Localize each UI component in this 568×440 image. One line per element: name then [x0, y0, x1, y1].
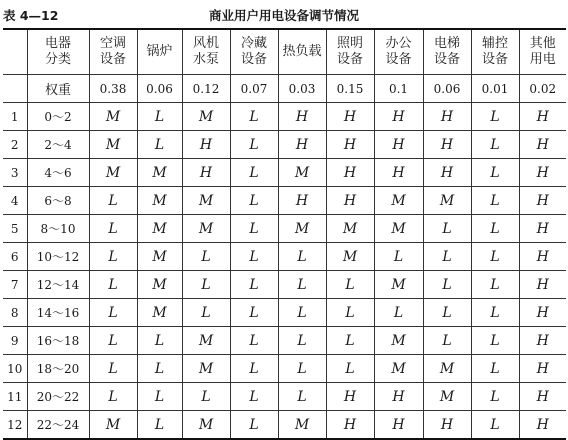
- column-header: [374, 29, 423, 75]
- level-cell: L: [137, 131, 182, 159]
- level-cell: L: [374, 299, 423, 327]
- level-cell: H: [278, 131, 326, 159]
- column-header-line: 电梯: [433, 36, 460, 51]
- level-cell: H: [423, 131, 471, 159]
- row-index: 10: [3, 355, 27, 383]
- level-cell: M: [137, 187, 182, 215]
- level-cell: M: [423, 383, 471, 411]
- level-cell: M: [137, 215, 182, 243]
- row-index: 2: [3, 131, 27, 159]
- level-cell: L: [471, 187, 519, 215]
- row-index: 11: [3, 383, 27, 411]
- weight-value: 0.02: [519, 75, 566, 103]
- level-cell: L: [230, 355, 278, 383]
- column-header-line: 设备: [336, 52, 363, 67]
- level-cell: L: [230, 271, 278, 299]
- level-cell: M: [182, 411, 230, 440]
- level-cell: H: [374, 103, 423, 131]
- level-cell: L: [423, 327, 471, 355]
- column-header-line: 设备: [481, 52, 508, 67]
- level-cell: L: [230, 411, 278, 440]
- level-cell: H: [326, 383, 374, 411]
- weight-value: 0.15: [326, 75, 374, 103]
- time-range: 6～8: [27, 187, 89, 215]
- level-cell: L: [137, 411, 182, 440]
- weight-index-cell: [3, 75, 27, 103]
- column-header: [182, 29, 230, 75]
- weight-value: 0.06: [137, 75, 182, 103]
- level-cell: H: [423, 103, 471, 131]
- level-cell: L: [230, 131, 278, 159]
- level-cell: L: [137, 383, 182, 411]
- level-cell: H: [374, 411, 423, 440]
- level-cell: L: [230, 159, 278, 187]
- level-cell: L: [471, 215, 519, 243]
- row-index: 9: [3, 327, 27, 355]
- level-cell: M: [137, 271, 182, 299]
- level-cell: M: [423, 187, 471, 215]
- header-row: [3, 29, 566, 75]
- level-cell: M: [89, 159, 137, 187]
- level-cell: H: [326, 187, 374, 215]
- weight-value: 0.07: [230, 75, 278, 103]
- level-cell: H: [519, 215, 566, 243]
- level-cell: M: [374, 327, 423, 355]
- level-cell: L: [230, 243, 278, 271]
- level-cell: L: [278, 243, 326, 271]
- column-header: [423, 29, 471, 75]
- level-cell: L: [471, 411, 519, 440]
- level-cell: H: [182, 159, 230, 187]
- row-index: 12: [3, 411, 27, 440]
- level-cell: H: [519, 103, 566, 131]
- level-cell: L: [278, 299, 326, 327]
- level-cell: L: [471, 159, 519, 187]
- level-cell: H: [278, 103, 326, 131]
- level-cell: L: [471, 327, 519, 355]
- level-cell: L: [423, 243, 471, 271]
- level-cell: L: [471, 103, 519, 131]
- level-cell: L: [326, 327, 374, 355]
- level-cell: L: [278, 327, 326, 355]
- column-header-line: 设备: [240, 52, 267, 67]
- row-index: 6: [3, 243, 27, 271]
- level-cell: L: [230, 215, 278, 243]
- level-cell: M: [278, 159, 326, 187]
- level-cell: L: [423, 215, 471, 243]
- level-cell: L: [137, 355, 182, 383]
- time-range: 4～6: [27, 159, 89, 187]
- level-cell: L: [278, 271, 326, 299]
- column-header-line: 风机: [192, 36, 219, 51]
- weight-value: 0.06: [423, 75, 471, 103]
- level-cell: L: [471, 299, 519, 327]
- column-header-line: 锅炉: [146, 44, 173, 59]
- level-cell: H: [326, 131, 374, 159]
- row-index: 5: [3, 215, 27, 243]
- level-cell: H: [423, 159, 471, 187]
- level-cell: L: [278, 355, 326, 383]
- table-row: [3, 159, 566, 187]
- time-range: 0～2: [27, 103, 89, 131]
- level-cell: L: [471, 355, 519, 383]
- level-cell: L: [230, 383, 278, 411]
- level-cell: L: [374, 243, 423, 271]
- table-row: [3, 215, 566, 243]
- level-cell: H: [326, 411, 374, 440]
- level-cell: M: [374, 271, 423, 299]
- level-cell: H: [326, 159, 374, 187]
- level-cell: L: [89, 215, 137, 243]
- level-cell: H: [519, 159, 566, 187]
- table-row: [3, 243, 566, 271]
- table-row: [3, 131, 566, 159]
- level-cell: M: [326, 243, 374, 271]
- weight-value: 0.38: [89, 75, 137, 103]
- level-cell: M: [278, 411, 326, 440]
- level-cell: L: [137, 103, 182, 131]
- level-cell: L: [182, 299, 230, 327]
- weight-label: 权重: [27, 75, 89, 103]
- level-cell: L: [471, 243, 519, 271]
- row-index: 1: [3, 103, 27, 131]
- weight-value: 0.1: [374, 75, 423, 103]
- table-row: [3, 271, 566, 299]
- row-index: 4: [3, 187, 27, 215]
- level-cell: L: [230, 103, 278, 131]
- time-range: 10～12: [27, 243, 89, 271]
- column-header-line: 辅控: [481, 36, 508, 51]
- table-row: [3, 355, 566, 383]
- column-header-line: 用电: [529, 52, 556, 67]
- time-range: 18～20: [27, 355, 89, 383]
- table-row: [3, 103, 566, 131]
- time-range: 12～14: [27, 271, 89, 299]
- time-range: 2～4: [27, 131, 89, 159]
- level-cell: L: [89, 299, 137, 327]
- level-cell: M: [326, 215, 374, 243]
- table-label: 表 4—12: [3, 8, 59, 23]
- level-cell: M: [137, 159, 182, 187]
- level-cell: M: [182, 103, 230, 131]
- level-cell: H: [278, 187, 326, 215]
- column-header-line: 设备: [433, 52, 460, 67]
- table-row: [3, 383, 566, 411]
- level-cell: M: [89, 411, 137, 440]
- level-cell: H: [519, 243, 566, 271]
- level-cell: L: [326, 355, 374, 383]
- level-cell: M: [278, 215, 326, 243]
- level-cell: M: [374, 215, 423, 243]
- time-range: 14～16: [27, 299, 89, 327]
- time-range: 16～18: [27, 327, 89, 355]
- table-caption: [3, 6, 565, 24]
- level-cell: L: [89, 327, 137, 355]
- table-row: [3, 411, 566, 440]
- time-range: 20～22: [27, 383, 89, 411]
- level-cell: H: [423, 411, 471, 440]
- column-header: [278, 29, 326, 75]
- level-cell: M: [182, 187, 230, 215]
- table-row: [3, 327, 566, 355]
- column-header-line: 照明: [336, 36, 363, 51]
- level-cell: M: [374, 355, 423, 383]
- level-cell: M: [374, 187, 423, 215]
- column-header: [326, 29, 374, 75]
- level-cell: H: [374, 383, 423, 411]
- level-cell: M: [137, 243, 182, 271]
- level-cell: H: [326, 103, 374, 131]
- level-cell: L: [471, 271, 519, 299]
- level-cell: L: [230, 187, 278, 215]
- row-index: 8: [3, 299, 27, 327]
- level-cell: L: [471, 383, 519, 411]
- level-cell: L: [89, 243, 137, 271]
- level-cell: M: [89, 131, 137, 159]
- weight-row: [3, 75, 566, 103]
- level-cell: L: [89, 355, 137, 383]
- column-header-line: 设备: [99, 52, 126, 67]
- column-header-line: 办公: [385, 36, 412, 51]
- level-cell: H: [519, 411, 566, 440]
- level-cell: L: [278, 383, 326, 411]
- column-header-line: 热负载: [282, 44, 322, 59]
- time-range: 8～10: [27, 215, 89, 243]
- row-index: 7: [3, 271, 27, 299]
- level-cell: L: [182, 243, 230, 271]
- level-cell: L: [137, 327, 182, 355]
- level-cell: M: [137, 299, 182, 327]
- level-cell: M: [423, 355, 471, 383]
- weight-value: 0.01: [471, 75, 519, 103]
- level-cell: H: [182, 131, 230, 159]
- level-cell: L: [471, 131, 519, 159]
- level-cell: L: [89, 187, 137, 215]
- level-cell: H: [519, 299, 566, 327]
- row-index: 3: [3, 159, 27, 187]
- table-row: [3, 187, 566, 215]
- column-header: [27, 29, 89, 75]
- level-cell: H: [519, 271, 566, 299]
- time-range: 22～24: [27, 411, 89, 440]
- level-cell: L: [326, 271, 374, 299]
- level-cell: H: [374, 131, 423, 159]
- regulation-table: [3, 28, 566, 440]
- level-cell: L: [182, 271, 230, 299]
- level-cell: M: [89, 103, 137, 131]
- weight-value: 0.03: [278, 75, 326, 103]
- level-cell: L: [182, 383, 230, 411]
- level-cell: L: [326, 299, 374, 327]
- table-row: [3, 299, 566, 327]
- level-cell: M: [182, 327, 230, 355]
- column-header-line: 水泵: [192, 52, 219, 67]
- column-header-line: 分类: [44, 52, 71, 67]
- level-cell: L: [230, 299, 278, 327]
- header-index-cell: [3, 29, 27, 75]
- column-header-line: 设备: [385, 52, 412, 67]
- level-cell: L: [423, 271, 471, 299]
- column-header: [230, 29, 278, 75]
- column-header-line: 空调: [99, 36, 126, 51]
- column-header: [519, 29, 566, 75]
- level-cell: H: [374, 159, 423, 187]
- column-header: [137, 29, 182, 75]
- table-title: 商业用户用电设备调节情况: [208, 8, 359, 23]
- level-cell: H: [519, 383, 566, 411]
- weight-value: 0.12: [182, 75, 230, 103]
- level-cell: L: [230, 327, 278, 355]
- level-cell: L: [423, 299, 471, 327]
- level-cell: M: [182, 215, 230, 243]
- column-header: [471, 29, 519, 75]
- column-header-line: 其他: [529, 36, 556, 51]
- level-cell: M: [182, 355, 230, 383]
- column-header: [89, 29, 137, 75]
- level-cell: H: [519, 131, 566, 159]
- level-cell: H: [519, 187, 566, 215]
- level-cell: H: [519, 327, 566, 355]
- column-header-line: 电器: [44, 36, 71, 51]
- level-cell: L: [89, 271, 137, 299]
- column-header-line: 冷藏: [240, 36, 267, 51]
- level-cell: L: [89, 383, 137, 411]
- level-cell: H: [519, 355, 566, 383]
